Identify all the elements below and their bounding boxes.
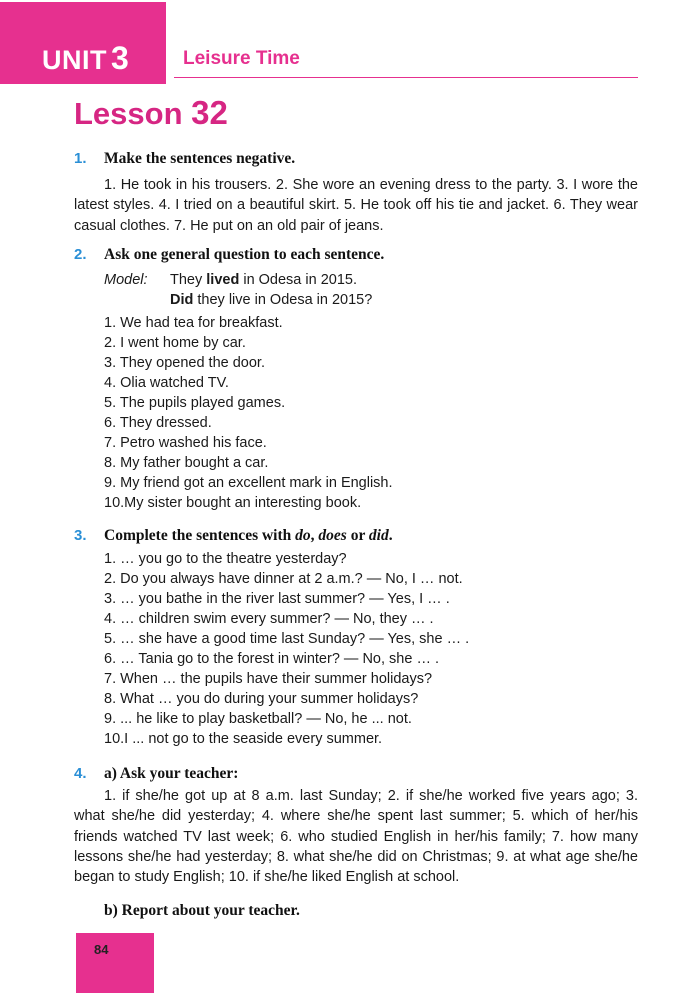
exercise-4-heading [74, 765, 238, 783]
list-item: 8. My father bought a car. [104, 455, 269, 471]
list-item: 3. They opened the door. [104, 355, 265, 371]
exercise-2-heading [74, 246, 384, 264]
exercise-4-part-b: b) Report about your teacher. [104, 902, 300, 919]
model-line-1-bold: lived [206, 272, 240, 288]
list-item: 7. Petro washed his face. [104, 435, 267, 451]
exercise-3-number: 3. [74, 527, 87, 544]
list-item: 6. They dressed. [104, 415, 212, 431]
sep-2: or [346, 527, 369, 544]
emph-word-do: do [295, 527, 311, 544]
exercise-2-number: 2. [74, 246, 87, 263]
list-item: 9. My friend got an excellent mark in English. [104, 475, 393, 491]
unit-title: Leisure Time [183, 48, 300, 69]
exercise-1-heading [74, 150, 295, 168]
exercise-3-list [104, 549, 469, 749]
list-item: 1. … you go to the theatre yesterday? [104, 551, 347, 567]
exercise-4-text: 1. if she/he got up at 8 a.m. last Sunday; 2. if she/he worked five years ago; 3. what she/he did yesterday; 4. where she/he spent last summer; 5. which of her/his friends watched TV last week; 6. who studied English in her/his family; 7. how many lessons she/he had yesterday; 8. what she/he did on Christmas; 9. at what age she/he began to study English; 10. if she/he liked English at school. [74, 788, 638, 886]
exercise-3-instruction: Complete the sentences with [104, 527, 296, 544]
unit-word: UNIT [42, 45, 107, 75]
exercise-1-number: 1. [74, 150, 87, 167]
model-label: Model: [104, 272, 148, 288]
list-item: 5. The pupils played games. [104, 395, 286, 411]
page-number: 84 [94, 942, 109, 957]
unit-number: 3 [111, 40, 130, 76]
sep-1: , [310, 527, 319, 544]
list-item: 5. … she have a good time last Sunday? — Yes, she … . [104, 631, 470, 647]
model-line-2-bold: Did [170, 292, 194, 308]
list-item: 9. ... he like to play basketball? — No, he ... not. [104, 711, 412, 727]
exercise-2-model [104, 270, 372, 310]
exercise-4-part-a: a) Ask your teacher: [104, 765, 239, 782]
list-item: 2. I went home by car. [104, 335, 246, 351]
model-line-1 [104, 270, 372, 290]
model-line-2-b: they live in Odesa in 2015? [193, 292, 373, 308]
list-item: 3. … you bathe in the river last summer? — Yes, I … . [104, 591, 450, 607]
lesson-word: Lesson [74, 96, 183, 131]
page-number-banner [76, 933, 154, 993]
list-item: 4. … children swim every summer? — No, they … . [104, 611, 434, 627]
model-line-1-b: in Odesa in 2015. [239, 272, 358, 288]
list-item: 2. Do you always have dinner at 2 a.m.? — No, I … not. [104, 571, 463, 587]
list-item: 8. What … you do during your summer holidays? [104, 691, 419, 707]
list-item: 10.My sister bought an interesting book. [104, 495, 362, 511]
list-item: 10.I ... not go to the seaside every summer. [104, 731, 383, 747]
exercise-4-number: 4. [74, 765, 87, 782]
list-item: 1. We had tea for breakfast. [104, 315, 283, 331]
lesson-title [74, 94, 228, 132]
list-item: 4. Olia watched TV. [104, 375, 229, 391]
exercise-1-text: 1. He took in his trousers. 2. She wore an evening dress to the party. 3. I wore the latest styles. 4. I tried on a beautiful skirt. 5. He took off his tie and jacket. 6. They wear casual clothes. 7. He put on an old pair of jeans. [74, 177, 638, 234]
model-line-1-a: They [170, 272, 207, 288]
unit-label [42, 40, 129, 77]
emph-word-did: did [368, 527, 389, 544]
lesson-number: 32 [191, 94, 228, 131]
emph-word-does: does [318, 527, 347, 544]
heading-end: . [388, 527, 393, 544]
exercise-1-instruction: Make the sentences negative. [104, 150, 296, 167]
exercise-2-list [104, 313, 393, 513]
header-divider [174, 77, 638, 78]
list-item: 6. … Tania go to the forest in winter? — No, she … . [104, 651, 440, 667]
exercise-2-instruction: Ask one general question to each sentence. [104, 246, 385, 263]
model-line-2 [104, 290, 372, 310]
list-item: 7. When … the pupils have their summer holidays? [104, 671, 433, 687]
exercise-3-heading [74, 527, 393, 545]
